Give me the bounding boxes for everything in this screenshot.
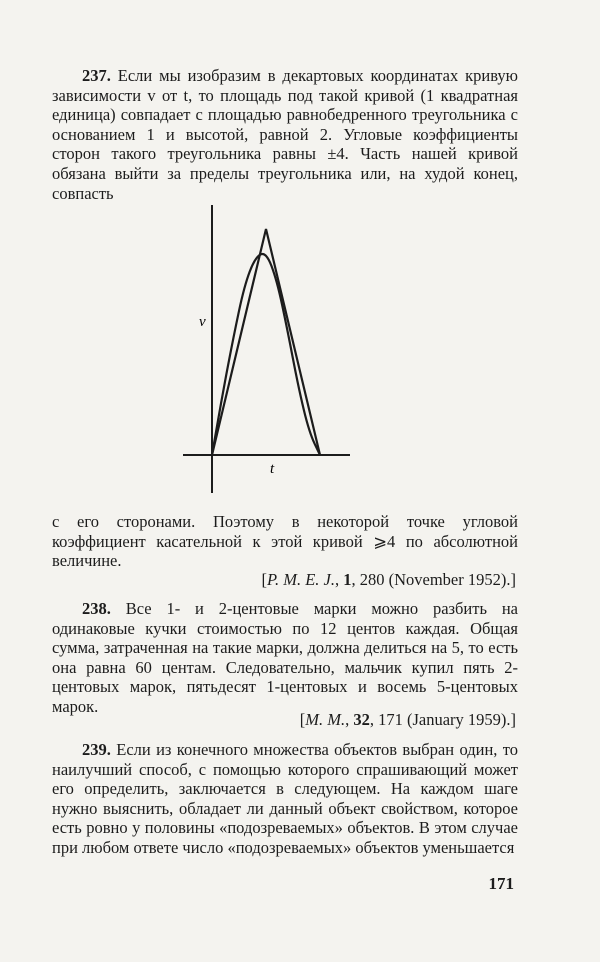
velocity-time-figure — [0, 195, 600, 515]
triangle-outline — [212, 229, 320, 455]
problem-237-body: Если мы изобразим в декартовых координатах кривую зависимости v от t, то площадь под такой кривой (1 квадратная единица) совпадает с площадью равнобедренного треугольника с основанием 1 и высотой, равной 2. Угловые коэффициенты сторон такого треугольника равны ±4. Часть нашей кривой обязана выйти за пределы треугольника или, на худой конец, совпасть — [52, 66, 518, 203]
x-axis-label: t — [270, 461, 275, 477]
page-number: 171 — [488, 874, 514, 893]
problem-238-number: 238. — [82, 599, 111, 618]
problem-238-text — [52, 599, 518, 717]
problem-237-continuation: с его сторонами. Поэтому в некоторой точке угловой коэффициент касательной к этой кривой ⩾4 по абсолютной величине. — [52, 512, 518, 571]
problem-239-number: 239. — [82, 740, 111, 759]
source-volume: 1 — [343, 570, 352, 589]
problem-238-body: Все 1- и 2-центовые марки можно разбить на одинаковые кучки стоимостью по 12 центов каждая. Общая сумма, затраченная на такие марки, должна делиться на 5, то есть она равна 60 центам. Следовательно, мальчик купил пять 2-центовых марок, пятьдесят 1-центовых и восемь 5-центовых марок. — [52, 599, 518, 716]
problem-237-source: [P. M. E. J., 1, 280 (November 1952).] — [261, 570, 516, 589]
problem-237-number: 237. — [82, 66, 111, 85]
problem-239-text — [52, 740, 518, 858]
velocity-curve — [212, 254, 320, 455]
problem-239-body: Если из конечного множества объектов выбран один, то наилучший способ, с помощью которого спрашивающий может его определить, заключается в следующем. На каждом шаге нужно выяснить, обладает ли данный объект свойством, которое есть ровно у половины «подозреваемых» объектов. В этом случае при любом ответе число «подозреваемых» объектов уменьшается — [52, 740, 519, 857]
problem-238-source: [M. M., 32, 171 (January 1959).] — [299, 710, 516, 729]
y-axis-label: v — [199, 314, 206, 330]
source-journal: M. M. — [305, 710, 346, 729]
problem-237-text — [52, 66, 518, 203]
source-journal: P. M. E. J. — [267, 570, 335, 589]
source-volume: 32 — [353, 710, 370, 729]
